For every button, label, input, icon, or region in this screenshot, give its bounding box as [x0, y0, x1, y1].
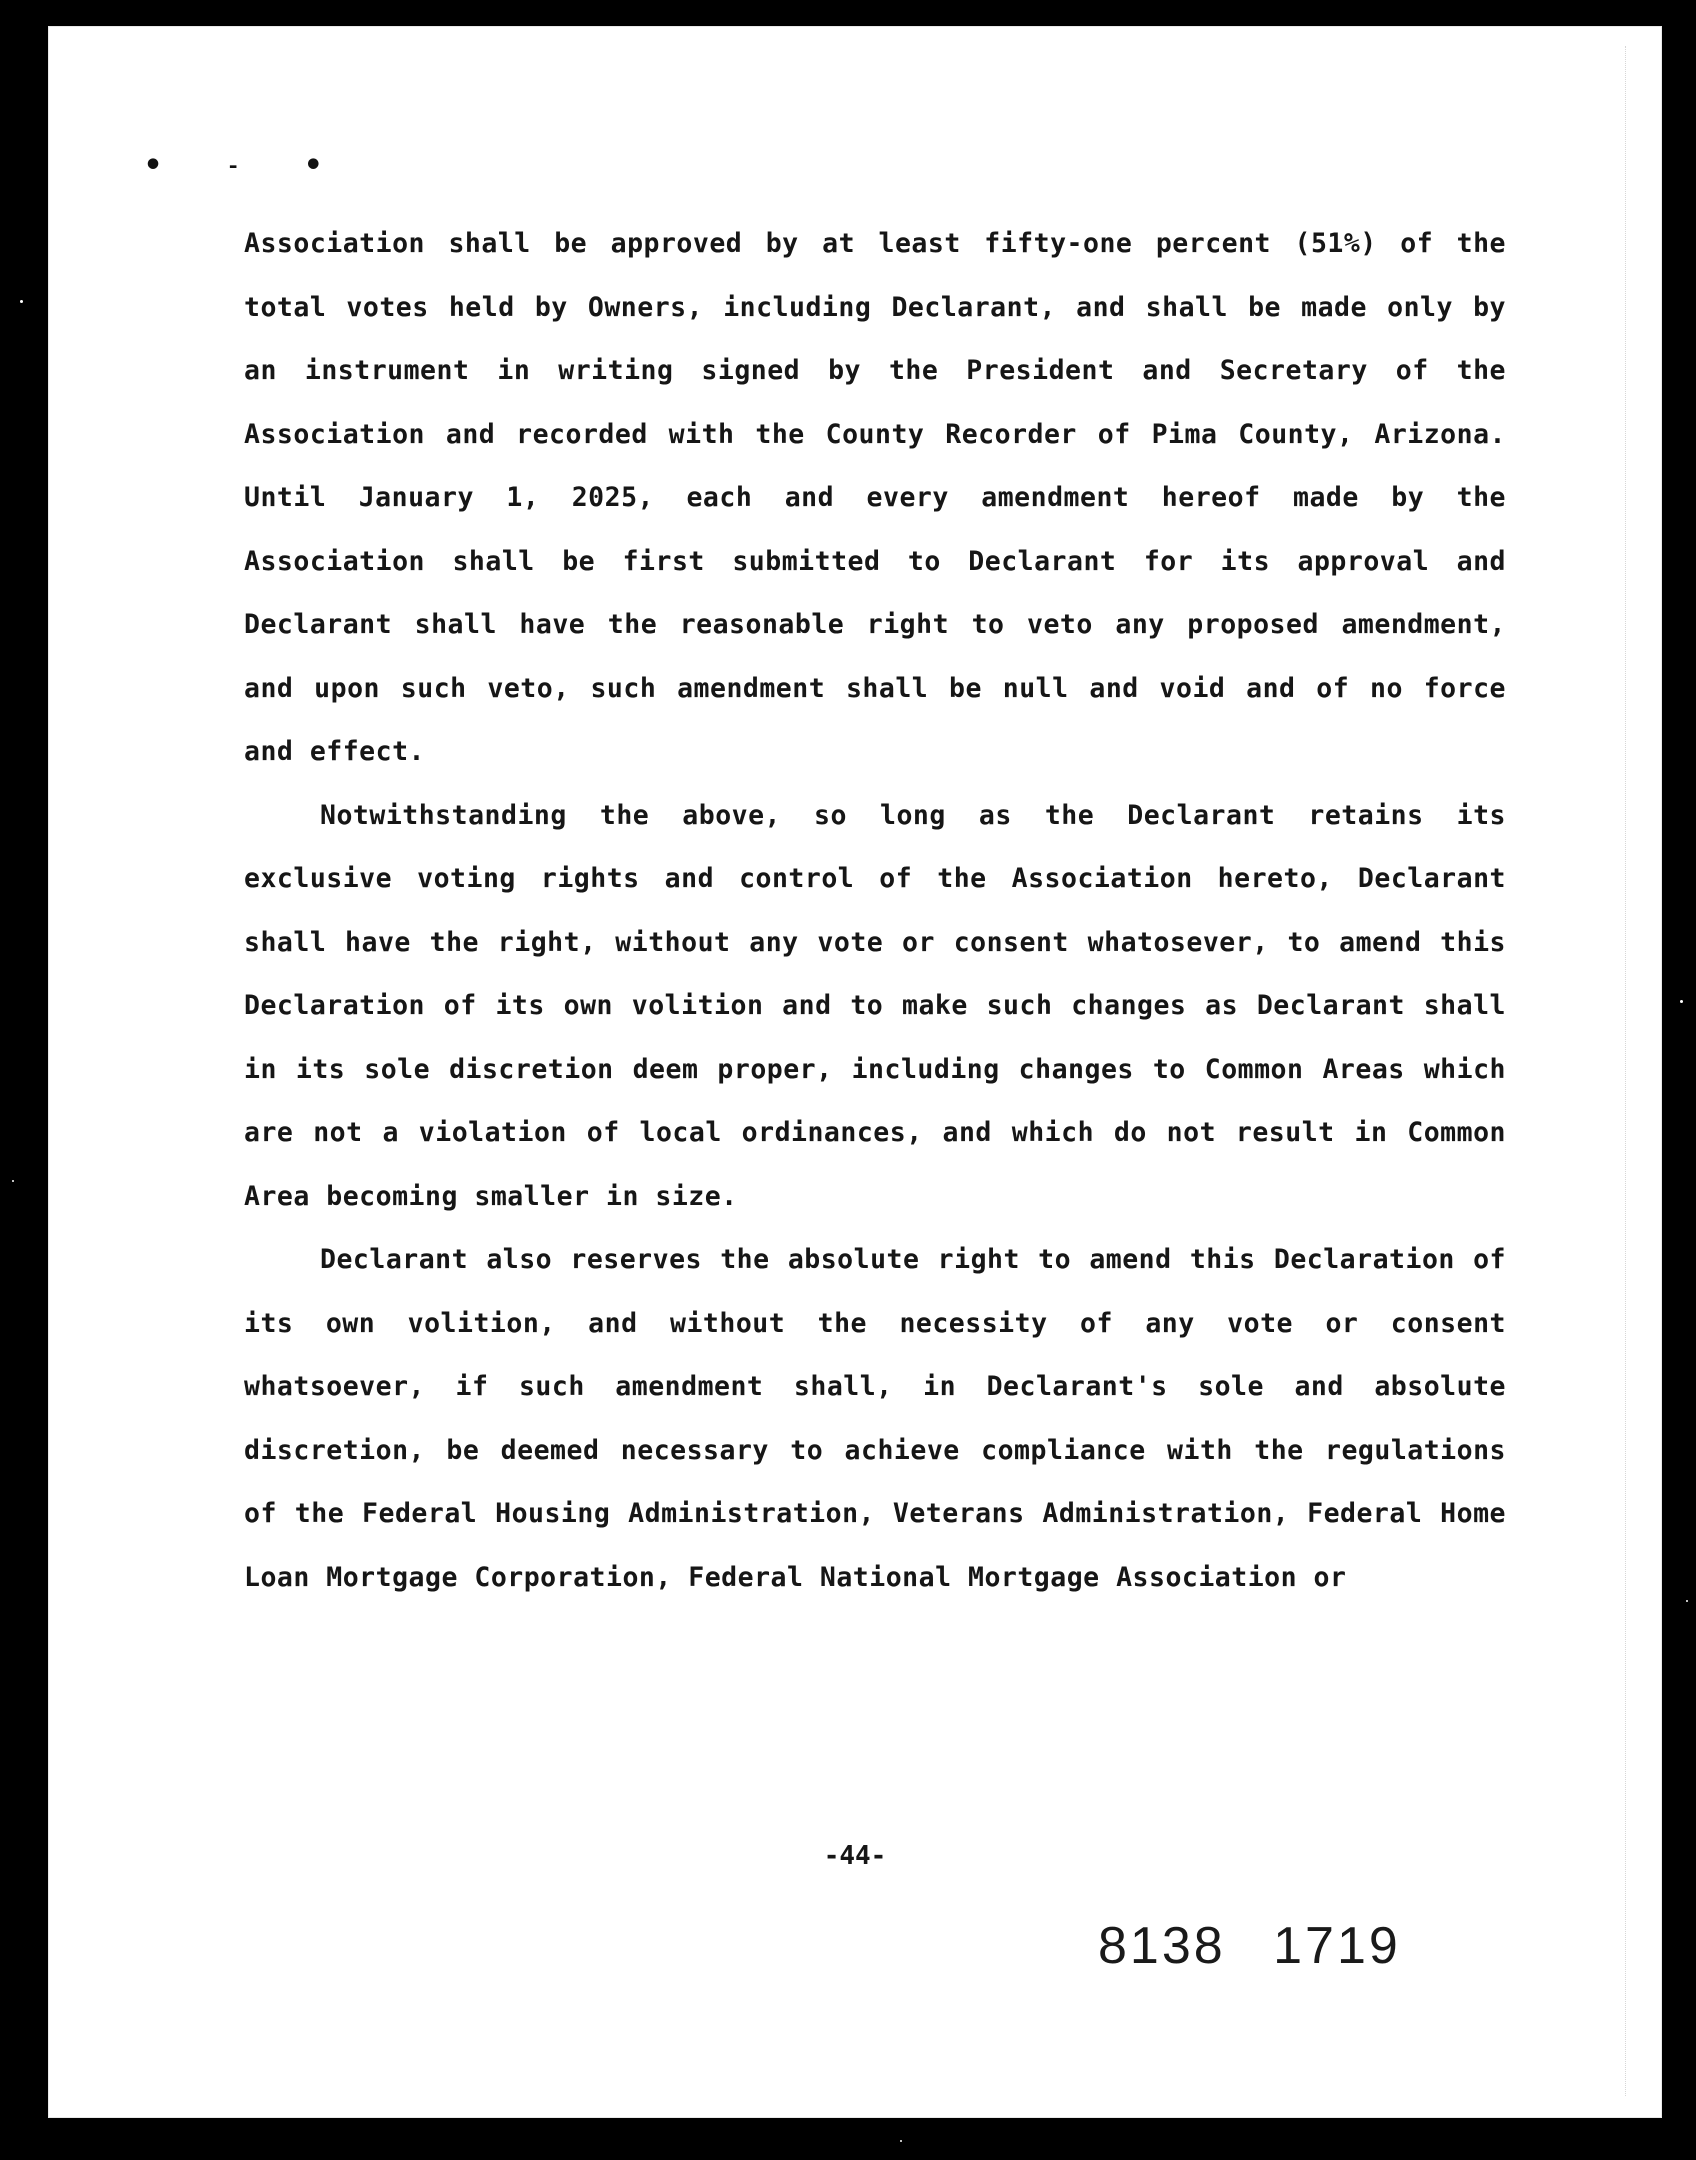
paragraph-continuation: Association shall be approved by at least fifty-one percent (51%) of the total votes held by Owners, including Declarant, and shall be made only by an instrument in writing signed by the President and Secretary of the Association and recorded with the County Recorder of Pima County, Arizona. Until January 1, 2025, each and every amendment hereof made by the Association shall be first submitted to Declarant for its approval and Declarant shall have the reasonable right to veto any proposed amendment, and upon such veto, such amendment shall be null and void and of no force and effect. [244, 228, 1506, 767]
scan-speck [1686, 1600, 1688, 1602]
scan-speck [20, 300, 23, 303]
paragraph-notwithstanding: Notwithstanding the above, so long as the Declarant retains its exclusive voting rights and control of the Association hereto, Declarant shall have the right, without any vote or consent whatosever, to amend this Declaration of its own volition and to make such changes as Declarant shall in its sole discretion deem proper, including changes to Common Areas which are not a violation of local ordinances, and which do not result in Common Area becoming smaller in size. [244, 799, 1506, 1212]
header-marks: • ˗ • [144, 148, 345, 183]
body-text [244, 212, 1506, 1609]
document-number-stamp: 8138 1719 [1098, 1917, 1401, 1975]
page-edge-artifact [1625, 46, 1652, 2096]
scan-speck [1680, 1000, 1683, 1003]
document-page [48, 26, 1662, 2118]
scan-speck [12, 1180, 14, 1182]
page-number: -44- [823, 1841, 887, 1871]
paragraph-declarant-reserves: Declarant also reserves the absolute right to amend this Declaration of its own volition, and without the necessity of any vote or consent whatsoever, if such amendment shall, in Declarant's sole and absolute discretion, be deemed necessary to achieve compliance with the regulations of the Federal Housing Administration, Veterans Administration, Federal Home Loan Mortgage Corporation, Federal National Mortgage Association or [244, 1244, 1506, 1593]
scan-speck [900, 2140, 902, 2142]
